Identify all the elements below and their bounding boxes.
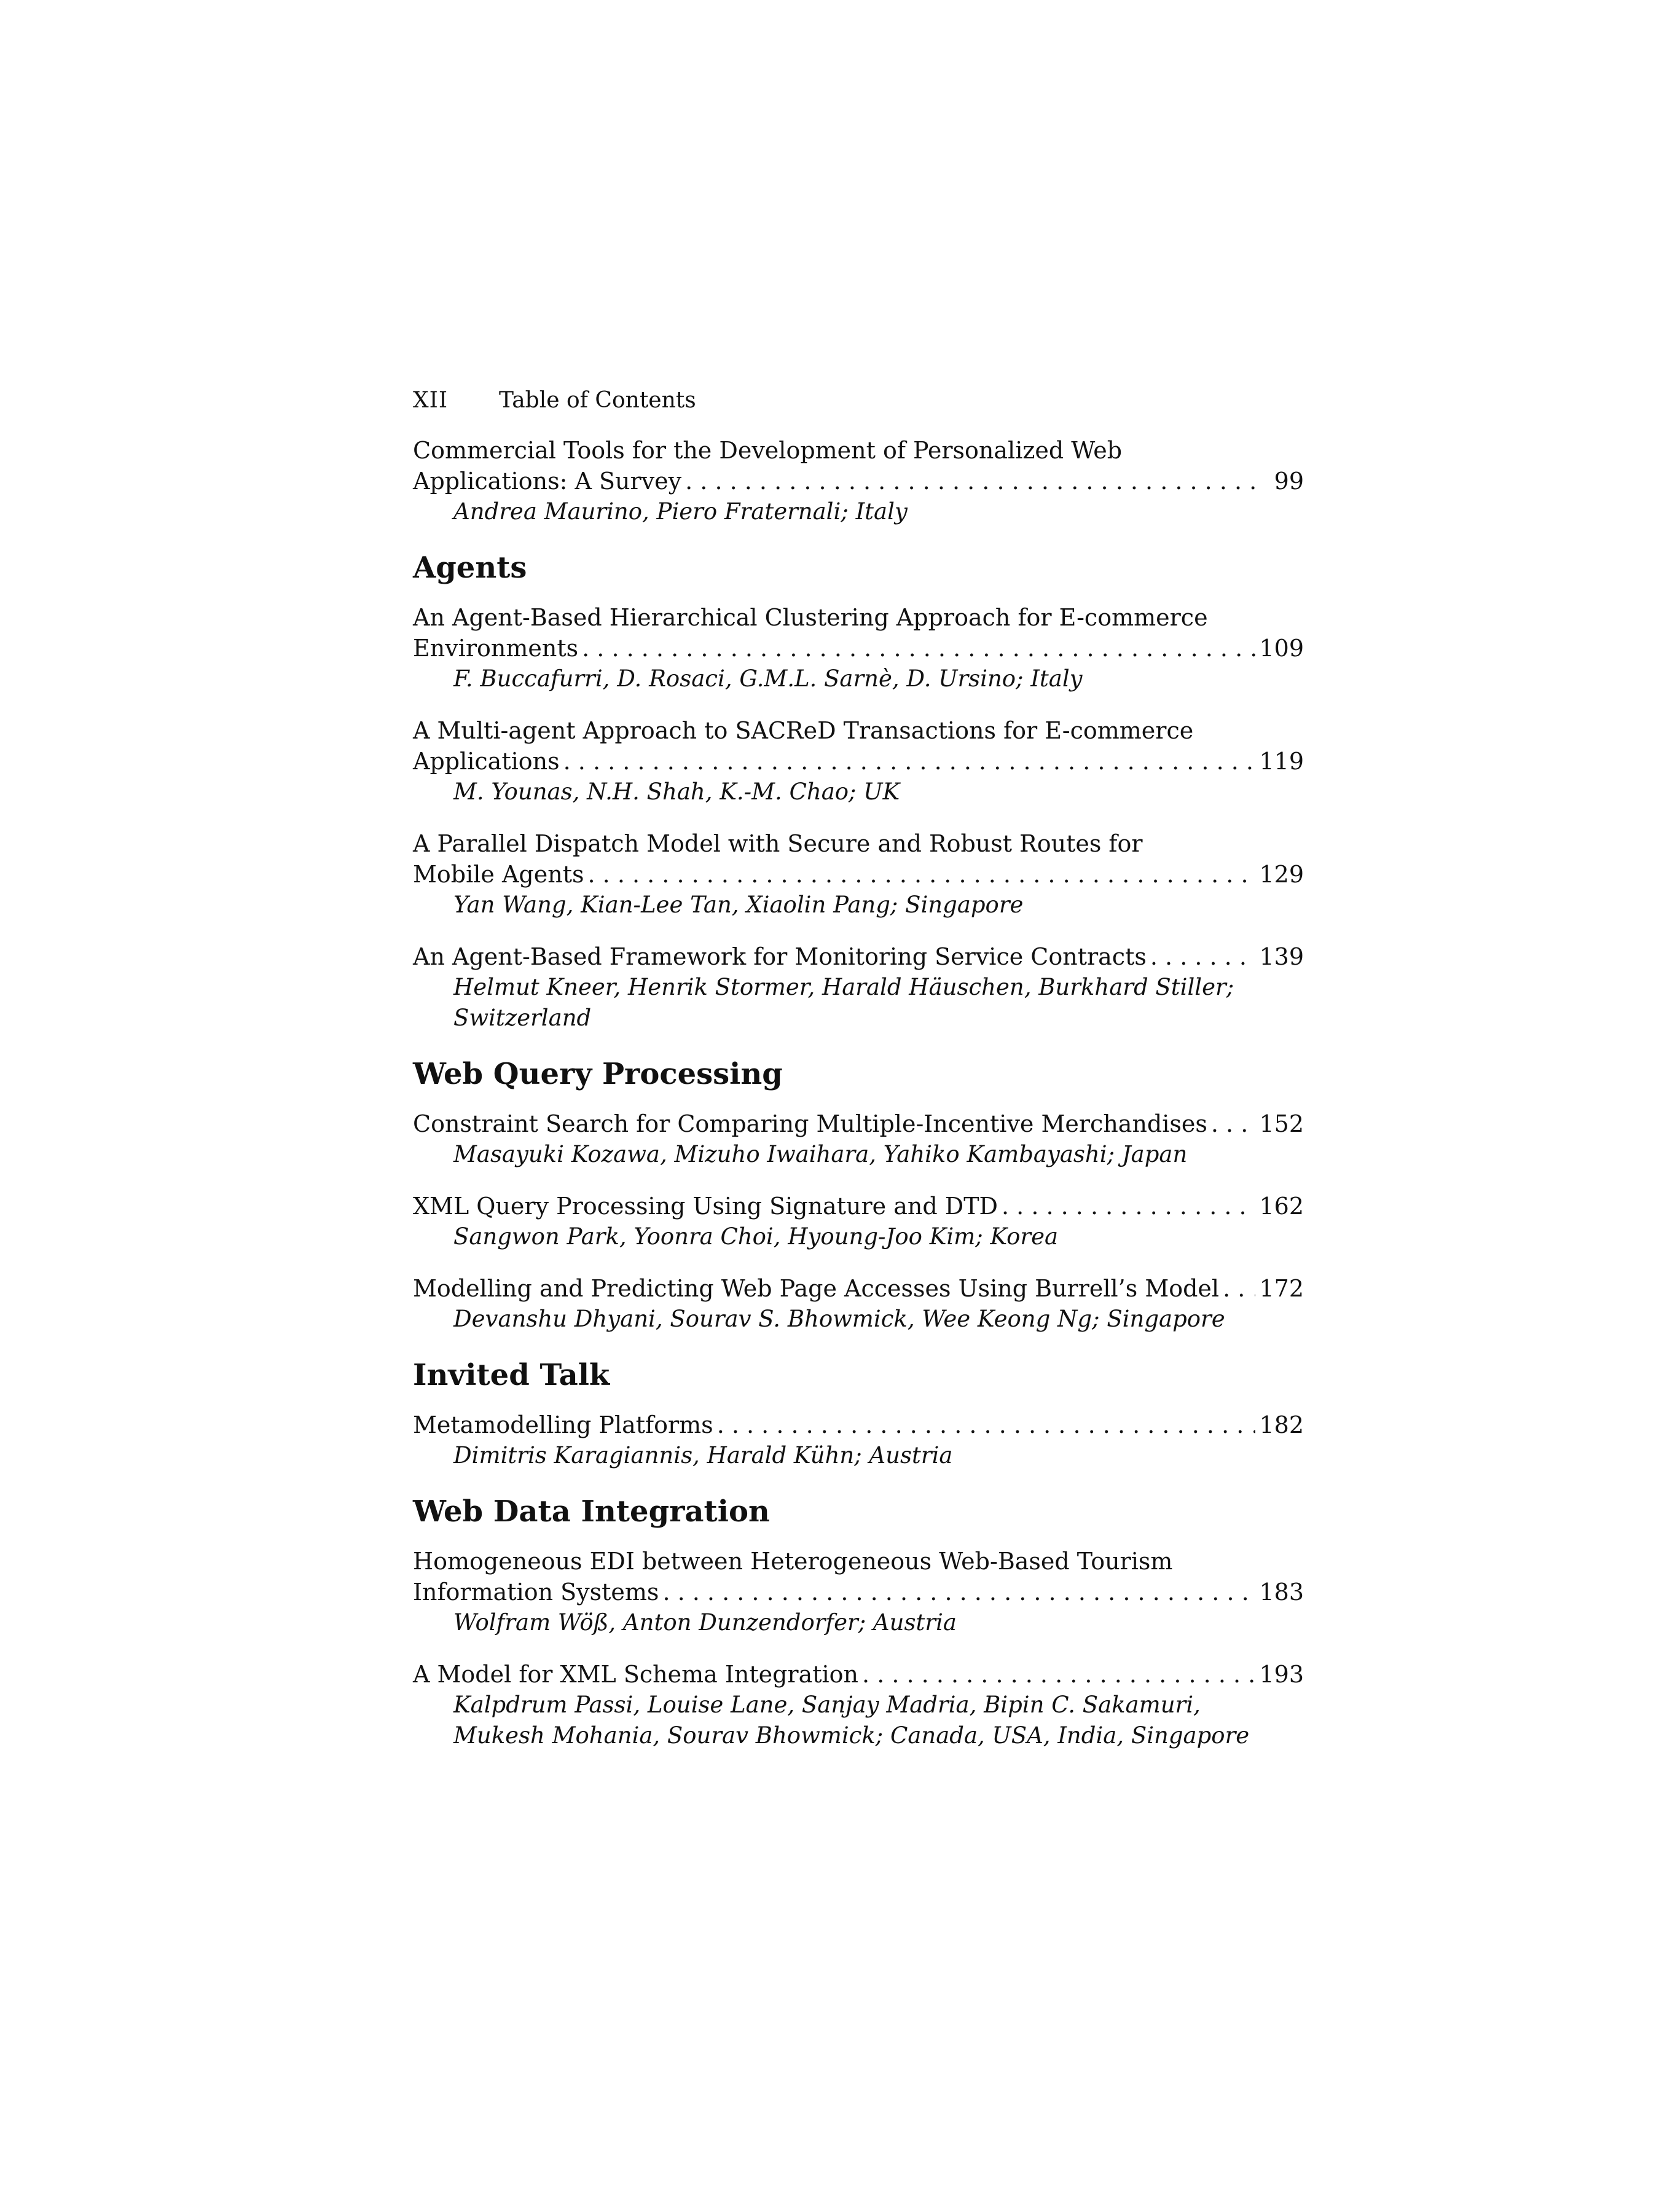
entry-title-line <box>413 859 1304 890</box>
dot-leader <box>1150 941 1256 972</box>
entry-title: Applications: A Survey <box>413 468 682 495</box>
entry-authors: Helmut Kneer, Henrik Stormer, Harald Häuschen, Burkhard Stiller; <box>453 974 1234 1000</box>
entry-title: Applications <box>413 748 560 775</box>
dot-leader <box>582 633 1255 664</box>
entry-title-line <box>413 435 1304 466</box>
entry-title-line <box>413 828 1304 859</box>
entry-authors: Masayuki Kozawa, Mizuho Iwaihara, Yahiko Kambayashi; Japan <box>453 1141 1188 1167</box>
entry-title: A Multi-agent Approach to SACReD Transactions for E-commerce <box>413 717 1194 744</box>
entry-title-line <box>413 1108 1304 1139</box>
dot-leader <box>662 1577 1255 1607</box>
entry-title-line <box>413 1273 1304 1304</box>
entry-title: A Parallel Dispatch Model with Secure and Robust Routes for <box>413 830 1143 857</box>
entry-authors: Kalpdrum Passi, Louise Lane, Sanjay Madria, Bipin C. Sakamuri, <box>453 1692 1201 1718</box>
toc-entry <box>413 1659 1304 1751</box>
entry-page-number: 183 <box>1259 1579 1304 1606</box>
entry-page-number: 119 <box>1259 748 1304 775</box>
dot-leader <box>588 859 1256 890</box>
toc-entry <box>413 715 1304 807</box>
dot-leader <box>563 746 1256 777</box>
toc-entry <box>413 941 1304 1033</box>
entry-authors: Devanshu Dhyani, Sourav S. Bhowmick, Wee Keong Ng; Singapore <box>453 1306 1225 1332</box>
toc-entry <box>413 1273 1304 1335</box>
section-heading-web-query-processing: Web Query Processing <box>413 1057 783 1091</box>
entry-page-number: 162 <box>1259 1193 1304 1220</box>
entry-title-line <box>413 1659 1304 1690</box>
entry-title: XML Query Processing Using Signature and DTD <box>413 1193 998 1220</box>
entry-title: An Agent-Based Framework for Monitoring Service Contracts <box>413 943 1147 970</box>
toc-entry <box>413 1546 1304 1638</box>
entry-title: Mobile Agents <box>413 861 584 888</box>
entry-page-number: 129 <box>1259 861 1304 888</box>
toc-entry <box>413 435 1304 527</box>
entry-title: Environments <box>413 635 579 662</box>
entry-page-number: 182 <box>1259 1411 1304 1438</box>
entry-authors: M. Younas, N.H. Shah, K.-M. Chao; UK <box>453 779 900 805</box>
entry-title-line <box>413 1410 1304 1440</box>
entry-authors: Yan Wang, Kian-Lee Tan, Xiaolin Pang; Singapore <box>453 892 1024 918</box>
entry-title-line <box>413 1191 1304 1222</box>
entry-authors: Wolfram Wöß, Anton Dunzendorfer; Austria <box>453 1609 957 1636</box>
dot-leader <box>1223 1273 1255 1304</box>
toc-entry <box>413 602 1304 694</box>
entry-title: A Model for XML Schema Integration <box>413 1661 859 1688</box>
entry-title: Metamodelling Platforms <box>413 1411 713 1438</box>
page-folio: XII <box>413 388 449 413</box>
entry-authors: Andrea Maurino, Piero Fraternali; Italy <box>453 498 908 525</box>
entry-title-line <box>413 941 1304 972</box>
entry-title: Information Systems <box>413 1579 659 1606</box>
entry-authors: Mukesh Mohania, Sourav Bhowmick; Canada, USA, India, Singapore <box>453 1722 1250 1749</box>
entry-page-number: 109 <box>1259 635 1304 662</box>
dot-leader <box>1002 1191 1255 1222</box>
entry-authors: Dimitris Karagiannis, Harald Kühn; Austria <box>453 1442 953 1469</box>
toc-entry <box>413 1410 1304 1471</box>
entry-title-line <box>413 633 1304 664</box>
entry-title-line <box>413 602 1304 633</box>
dot-leader <box>685 466 1260 496</box>
running-head-title: Table of Contents <box>499 388 696 413</box>
entry-page-number: 139 <box>1259 943 1304 970</box>
section-heading-agents: Agents <box>413 551 527 585</box>
entry-title: Homogeneous EDI between Heterogeneous Web-Based Tourism <box>413 1548 1173 1575</box>
toc-entry <box>413 1191 1304 1252</box>
section-heading-invited-talk: Invited Talk <box>413 1358 610 1392</box>
entry-authors: F. Buccafurri, D. Rosaci, G.M.L. Sarnè, D. Ursino; Italy <box>453 665 1083 692</box>
entry-page-number: 152 <box>1259 1110 1304 1137</box>
entry-title: Commercial Tools for the Development of Personalized Web <box>413 437 1123 464</box>
entry-title-line <box>413 746 1304 777</box>
running-head <box>413 387 1304 414</box>
entry-title: An Agent-Based Hierarchical Clustering Approach for E-commerce <box>413 604 1208 631</box>
entry-title-line <box>413 1546 1304 1577</box>
toc-entry <box>413 828 1304 920</box>
dot-leader <box>717 1410 1256 1440</box>
dot-leader <box>1211 1108 1256 1139</box>
entry-title: Modelling and Predicting Web Page Accesses Using Burrell’s Model <box>413 1275 1220 1302</box>
toc-page <box>413 387 1304 1751</box>
entry-page-number: 99 <box>1274 468 1304 495</box>
entry-title-line <box>413 715 1304 746</box>
entry-title: Constraint Search for Comparing Multiple-Incentive Merchandises <box>413 1110 1207 1137</box>
section-heading-web-data-integration: Web Data Integration <box>413 1494 770 1529</box>
dot-leader <box>862 1659 1255 1690</box>
entry-authors: Sangwon Park, Yoonra Choi, Hyoung-Joo Kim; Korea <box>453 1223 1059 1250</box>
entry-page-number: 193 <box>1259 1661 1304 1688</box>
entry-title-line <box>413 466 1304 496</box>
entry-title-line <box>413 1577 1304 1607</box>
entry-page-number: 172 <box>1259 1275 1304 1302</box>
entry-authors: Switzerland <box>453 1005 592 1031</box>
toc-entry <box>413 1108 1304 1170</box>
